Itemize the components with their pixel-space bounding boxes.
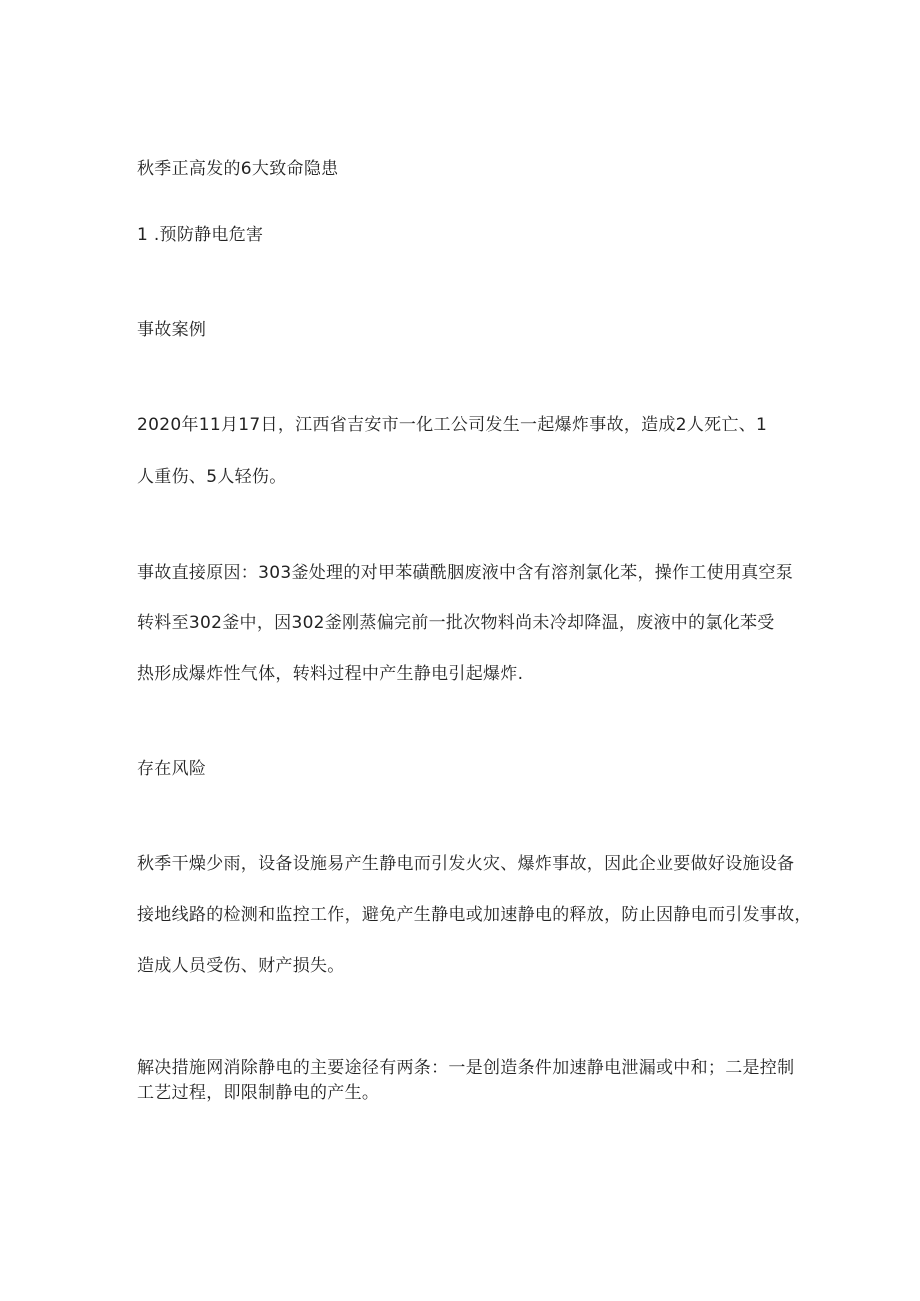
cause-paragraph-line: 热形成爆炸性气体，转料过程中产生静电引起爆炸. <box>137 664 524 684</box>
document-title: 秋季正高发的6大致命隐患 <box>137 159 339 179</box>
section-heading: 1 .预防静电危害 <box>137 225 264 245</box>
measure-paragraph-line: 解决措施网消除静电的主要途径有两条：一是创造条件加速静电泄漏或中和；二是控制 <box>137 1058 795 1078</box>
measure-paragraph-line: 工艺过程，即限制静电的产生。 <box>137 1083 380 1103</box>
risk-paragraph-line: 秋季干燥少雨，设备设施易产生静电而引发火灾、爆炸事故，因此企业要做好设施设备 <box>137 854 795 874</box>
case-paragraph-line: 人重伤、5人轻伤。 <box>137 467 287 487</box>
case-paragraph-line: 2020年11月17日，江西省吉安市一化工公司发生一起爆炸事故，造成2人死亡、1 <box>137 415 768 435</box>
cause-paragraph-line: 事故直接原因：303釜处理的对甲苯磺酰胭废液中含有溶剂氯化苯，操作工使用真空泵 <box>137 563 794 583</box>
risk-paragraph-line: 接地线路的检测和监控工作，避免产生静电或加速静电的释放，防止因静电而引发事故， <box>137 905 812 925</box>
case-heading: 事故案例 <box>137 320 207 340</box>
risk-paragraph-line: 造成人员受伤、财产损失。 <box>137 956 345 976</box>
cause-paragraph-line: 转料至302釜中，因302釜刚蒸偏完前一批次物料尚未冷却降温，废液中的氯化苯受 <box>137 613 775 633</box>
risk-heading: 存在风险 <box>137 759 207 779</box>
